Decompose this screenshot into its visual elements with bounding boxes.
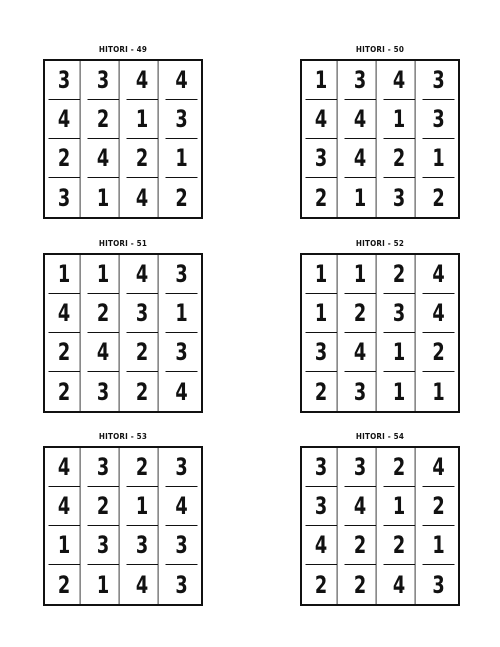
puzzle-title: HITORI - 51 <box>98 239 148 248</box>
grid-cell[interactable]: 1 <box>345 178 377 217</box>
grid-cell[interactable]: 2 <box>345 526 377 565</box>
grid-cell[interactable]: 3 <box>49 61 81 100</box>
puzzle-title: HITORI - 54 <box>355 432 405 441</box>
grid-cell[interactable]: 2 <box>306 372 338 411</box>
grid-cell[interactable]: 1 <box>88 565 120 604</box>
grid-cell[interactable]: 4 <box>345 487 377 526</box>
grid-cell[interactable]: 2 <box>49 565 81 604</box>
grid-cell[interactable]: 2 <box>175 183 188 212</box>
grid-cell[interactable]: 1 <box>423 139 455 178</box>
grid-cell[interactable]: 2 <box>345 294 377 333</box>
grid-cell[interactable]: 4 <box>306 526 338 565</box>
grid-cell[interactable]: 2 <box>127 139 159 178</box>
grid-cell[interactable]: 2 <box>432 183 445 212</box>
grid-cell[interactable]: 4 <box>423 255 455 294</box>
grid-cell[interactable]: 4 <box>49 487 81 526</box>
grid-cell[interactable]: 3 <box>166 333 198 372</box>
hitori-grid <box>300 59 460 219</box>
grid-cell[interactable]: 3 <box>88 372 120 411</box>
grid-cell[interactable]: 4 <box>345 100 377 139</box>
grid-cell[interactable]: 4 <box>88 333 120 372</box>
grid-cell[interactable]: 1 <box>423 526 455 565</box>
grid-cell[interactable]: 2 <box>127 372 159 411</box>
grid-cell[interactable]: 3 <box>166 100 198 139</box>
grid-cell[interactable]: 4 <box>166 487 198 526</box>
grid-cell[interactable]: 3 <box>423 61 455 100</box>
grid-cell[interactable]: 2 <box>423 487 455 526</box>
grid-cell[interactable]: 1 <box>306 255 338 294</box>
grid-cell[interactable]: 3 <box>175 570 188 599</box>
grid-cell[interactable]: 3 <box>166 448 198 487</box>
grid-cell[interactable]: 3 <box>88 526 120 565</box>
grid-cell[interactable]: 4 <box>127 255 159 294</box>
grid-cell[interactable]: 2 <box>306 178 338 217</box>
grid-cell[interactable]: 4 <box>423 294 455 333</box>
grid-cell[interactable]: 4 <box>127 565 159 604</box>
grid-cell[interactable]: 2 <box>423 333 455 372</box>
grid-cell[interactable]: 4 <box>384 61 416 100</box>
grid-cell[interactable]: 4 <box>49 100 81 139</box>
grid-cell[interactable]: 1 <box>384 333 416 372</box>
grid-cell[interactable]: 3 <box>306 487 338 526</box>
grid-cell[interactable]: 3 <box>127 526 159 565</box>
puzzle-title: HITORI - 52 <box>355 239 405 248</box>
grid-cell[interactable]: 1 <box>384 372 416 411</box>
grid-cell[interactable]: 2 <box>49 333 81 372</box>
grid-cell[interactable]: 1 <box>345 255 377 294</box>
grid-cell[interactable]: 2 <box>384 255 416 294</box>
grid-cell[interactable]: 3 <box>432 570 445 599</box>
hitori-grid <box>43 59 203 219</box>
grid-cell[interactable]: 3 <box>49 178 81 217</box>
grid-cell[interactable]: 4 <box>175 377 188 406</box>
grid-cell[interactable]: 4 <box>345 333 377 372</box>
grid-cell[interactable]: 2 <box>88 100 120 139</box>
grid-cell[interactable]: 3 <box>345 448 377 487</box>
grid-cell[interactable]: 1 <box>49 255 81 294</box>
grid-cell[interactable]: 3 <box>88 448 120 487</box>
grid-cell[interactable]: 2 <box>384 526 416 565</box>
grid-cell[interactable]: 2 <box>127 448 159 487</box>
grid-cell[interactable]: 2 <box>306 565 338 604</box>
hitori-grid <box>300 253 460 413</box>
grid-cell[interactable]: 3 <box>384 178 416 217</box>
grid-cell[interactable]: 1 <box>88 178 120 217</box>
grid-cell[interactable]: 1 <box>166 139 198 178</box>
grid-cell[interactable]: 2 <box>345 565 377 604</box>
puzzle-title: HITORI - 53 <box>98 432 148 441</box>
grid-cell[interactable]: 3 <box>127 294 159 333</box>
grid-cell[interactable]: 2 <box>88 294 120 333</box>
grid-cell[interactable]: 3 <box>423 100 455 139</box>
grid-cell[interactable]: 3 <box>306 448 338 487</box>
grid-cell[interactable]: 1 <box>88 255 120 294</box>
grid-cell[interactable]: 4 <box>384 565 416 604</box>
grid-cell[interactable]: 4 <box>127 61 159 100</box>
grid-cell[interactable]: 1 <box>127 100 159 139</box>
hitori-grid <box>300 446 460 606</box>
grid-cell[interactable]: 4 <box>345 139 377 178</box>
grid-cell[interactable]: 1 <box>49 526 81 565</box>
grid-cell[interactable]: 1 <box>127 487 159 526</box>
grid-cell[interactable]: 1 <box>432 377 445 406</box>
puzzle-title: HITORI - 50 <box>355 45 405 54</box>
grid-cell[interactable]: 3 <box>166 255 198 294</box>
grid-cell[interactable]: 1 <box>306 294 338 333</box>
grid-cell[interactable]: 4 <box>49 448 81 487</box>
grid-cell[interactable]: 2 <box>49 139 81 178</box>
grid-cell[interactable]: 2 <box>49 372 81 411</box>
grid-cell[interactable]: 3 <box>88 61 120 100</box>
grid-cell[interactable]: 1 <box>166 294 198 333</box>
hitori-grid <box>43 446 203 606</box>
grid-cell[interactable]: 3 <box>384 294 416 333</box>
grid-cell[interactable]: 1 <box>384 487 416 526</box>
grid-cell[interactable]: 4 <box>127 178 159 217</box>
grid-cell[interactable]: 2 <box>127 333 159 372</box>
grid-cell[interactable]: 1 <box>384 100 416 139</box>
grid-cell[interactable]: 3 <box>345 61 377 100</box>
grid-cell[interactable]: 2 <box>384 139 416 178</box>
grid-cell[interactable]: 3 <box>306 139 338 178</box>
grid-cell[interactable]: 4 <box>423 448 455 487</box>
grid-cell[interactable]: 4 <box>49 294 81 333</box>
hitori-grid <box>43 253 203 413</box>
puzzle-title: HITORI - 49 <box>98 45 148 54</box>
grid-cell[interactable]: 3 <box>306 333 338 372</box>
grid-cell[interactable]: 4 <box>166 61 198 100</box>
grid-cell[interactable]: 4 <box>306 100 338 139</box>
grid-cell[interactable]: 3 <box>166 526 198 565</box>
grid-cell[interactable]: 2 <box>88 487 120 526</box>
grid-cell[interactable]: 3 <box>345 372 377 411</box>
grid-cell[interactable]: 1 <box>306 61 338 100</box>
grid-cell[interactable]: 4 <box>88 139 120 178</box>
grid-cell[interactable]: 2 <box>384 448 416 487</box>
